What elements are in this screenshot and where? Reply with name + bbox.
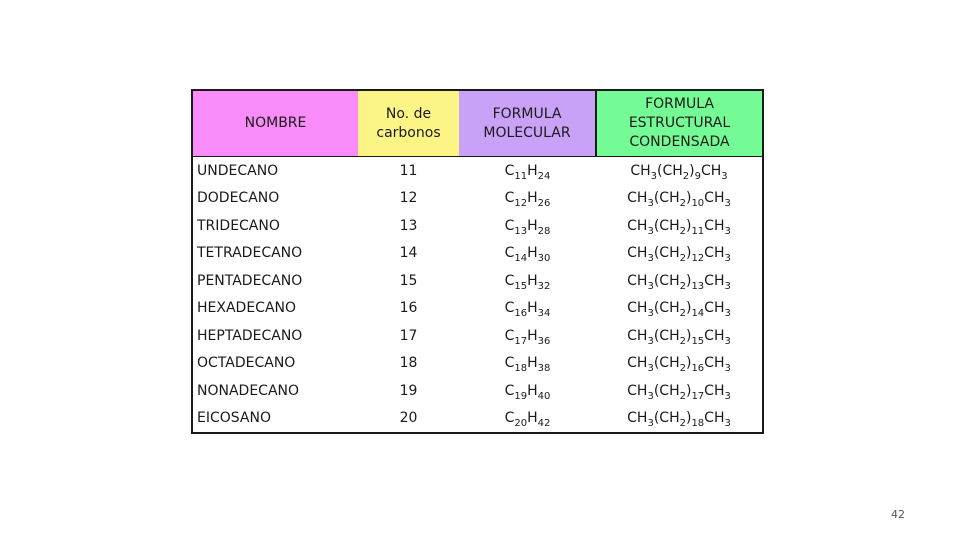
- hydrogen-count-subscript: 36: [537, 335, 551, 347]
- carbon-count-subscript: 19: [514, 390, 528, 402]
- cell-formula-molecular: $C_{14}H_{30}$: [504, 245, 551, 265]
- cell-formula-molecular: $C_{11}H_{24}$: [504, 162, 551, 182]
- cell-carbonos: [358, 212, 459, 240]
- cell-formula-molecular: $C_{19}H_{40}$: [504, 382, 551, 402]
- cell-formula-molecular: $C_{16}H_{34}$: [504, 300, 551, 320]
- cell-formula-estructural: $CH_3(CH_2)_{16}CH_3$: [596, 350, 763, 378]
- ch2-repeat-subscript: 14: [691, 308, 705, 320]
- carbonos-text: 16: [399, 300, 418, 317]
- header-formula-estructural: FORMULA ESTRUCTURAL CONDENSADA: [596, 90, 763, 157]
- carbon-count-subscript: 15: [514, 280, 528, 292]
- cell-nombre: [192, 405, 358, 434]
- hydrogen-count-subscript: 26: [537, 198, 551, 210]
- hydrogen-count-subscript: 42: [537, 418, 551, 430]
- table-body: [192, 157, 763, 434]
- cell-carbonos: [358, 185, 459, 213]
- cell-nombre: [192, 377, 358, 405]
- cell-formula-estructural: $CH_3(CH_2)_{17}CH_3$: [596, 377, 763, 405]
- cell-nombre: [192, 185, 358, 213]
- carbon-count-subscript: 17: [514, 335, 528, 347]
- carbon-count-subscript: 13: [514, 225, 528, 237]
- cell-formula-molecular: $C_{18}H_{38}$: [504, 355, 551, 375]
- ch2-repeat-subscript: 12: [691, 253, 705, 265]
- cell-formula-molecular: $C_{15}H_{32}$: [504, 272, 551, 292]
- hydrogen-count-subscript: 28: [537, 225, 551, 237]
- carbonos-text: 13: [399, 217, 418, 234]
- carbonos-text: 19: [399, 382, 418, 399]
- cell-nombre: [192, 350, 358, 378]
- cell-nombre: [192, 240, 358, 268]
- cell-carbonos: [358, 267, 459, 295]
- hydrogen-count-subscript: 24: [537, 170, 551, 182]
- table-row: [192, 267, 763, 295]
- cell-carbonos: [358, 240, 459, 268]
- carbon-count-subscript: 20: [514, 418, 528, 430]
- table-row: [192, 157, 763, 185]
- carbon-count-subscript: 12: [514, 198, 528, 210]
- cell-nombre: [192, 157, 358, 185]
- cell-carbonos: [358, 350, 459, 378]
- ch2-repeat-subscript: 16: [691, 363, 705, 375]
- cell-carbonos: [358, 295, 459, 323]
- ch2-repeat-subscript: 15: [691, 335, 705, 347]
- carbon-count-subscript: 14: [514, 253, 528, 265]
- nombre-text: DODECANO: [197, 190, 280, 207]
- nombre-text: TRIDECANO: [197, 217, 280, 234]
- nombre-text: TETRADECANO: [197, 245, 303, 262]
- cell-formula-estructural: $CH_3(CH_2)_{13}CH_3$: [596, 267, 763, 295]
- hydrogen-count-subscript: 34: [537, 308, 551, 320]
- table-row: [192, 212, 763, 240]
- cell-nombre: [192, 295, 358, 323]
- cell-carbonos: [358, 322, 459, 350]
- header-row: [192, 90, 763, 157]
- header-carbonos: No. de carbonos: [358, 90, 459, 157]
- nombre-text: UNDECANO: [197, 162, 279, 179]
- table-row: [192, 405, 763, 434]
- nombre-text: HEXADECANO: [197, 300, 297, 317]
- carbonos-text: 12: [399, 190, 418, 207]
- carbonos-text: 11: [399, 162, 418, 179]
- header-nombre: NOMBRE: [192, 90, 358, 157]
- nombre-text: EICOSANO: [197, 410, 271, 427]
- cell-formula-estructural: $CH_3(CH_2)_{15}CH_3$: [596, 322, 763, 350]
- ch2-repeat-subscript: 10: [691, 198, 705, 210]
- carbonos-text: 15: [399, 272, 418, 289]
- header-formula-molecular: FORMULA MOLECULAR: [459, 90, 596, 157]
- ch2-repeat-subscript: 18: [691, 418, 705, 430]
- cell-formula-estructural: $CH_3(CH_2)_{10}CH_3$: [596, 185, 763, 213]
- hydrogen-count-subscript: 30: [537, 253, 551, 265]
- ch2-repeat-subscript: 17: [691, 390, 705, 402]
- carbon-count-subscript: 11: [514, 170, 528, 182]
- table-row: [192, 350, 763, 378]
- carbon-count-subscript: 16: [514, 308, 528, 320]
- cell-formula-estructural: $CH_3(CH_2)_{18}CH_3$: [596, 405, 763, 434]
- ch2-repeat-subscript: 9: [694, 170, 701, 182]
- carbonos-text: 20: [399, 410, 418, 427]
- cell-formula-estructural: $CH_3(CH_2)_{12}CH_3$: [596, 240, 763, 268]
- cell-nombre: [192, 267, 358, 295]
- cell-nombre: [192, 322, 358, 350]
- ch2-repeat-subscript: 13: [691, 280, 705, 292]
- cell-formula-estructural: $CH_3(CH_2)_{11}CH_3$: [596, 212, 763, 240]
- cell-carbonos: [358, 157, 459, 185]
- hydrogen-count-subscript: 40: [537, 390, 551, 402]
- cell-formula-molecular: $C_{13}H_{28}$: [504, 217, 551, 237]
- carbonos-text: 14: [399, 245, 418, 262]
- carbon-count-subscript: 18: [514, 363, 528, 375]
- cell-carbonos: [358, 405, 459, 434]
- cell-nombre: [192, 212, 358, 240]
- table-row: [192, 377, 763, 405]
- cell-formula-estructural: $CH_3(CH_2)_9CH_3$: [596, 157, 763, 185]
- page-number: 42: [891, 508, 905, 521]
- table-row: [192, 295, 763, 323]
- table-row: [192, 240, 763, 268]
- hydrogen-count-subscript: 32: [537, 280, 551, 292]
- cell-formula-estructural: $CH_3(CH_2)_{14}CH_3$: [596, 295, 763, 323]
- carbonos-text: 17: [399, 327, 418, 344]
- nombre-text: PENTADECANO: [197, 272, 303, 289]
- cell-formula-molecular: $C_{20}H_{42}$: [459, 405, 596, 434]
- nombre-text: OCTADECANO: [197, 355, 296, 372]
- nombre-text: NONADECANO: [197, 382, 300, 399]
- table-row: [192, 185, 763, 213]
- hydrogen-count-subscript: 38: [537, 363, 551, 375]
- table-row: [192, 322, 763, 350]
- cell-formula-molecular: $C_{17}H_{36}$: [504, 327, 551, 347]
- alkanes-table: [191, 89, 764, 434]
- ch2-repeat-subscript: 11: [691, 225, 705, 237]
- carbonos-text: 18: [399, 355, 418, 372]
- cell-formula-molecular: $C_{12}H_{26}$: [504, 190, 551, 210]
- nombre-text: HEPTADECANO: [197, 327, 303, 344]
- cell-carbonos: [358, 377, 459, 405]
